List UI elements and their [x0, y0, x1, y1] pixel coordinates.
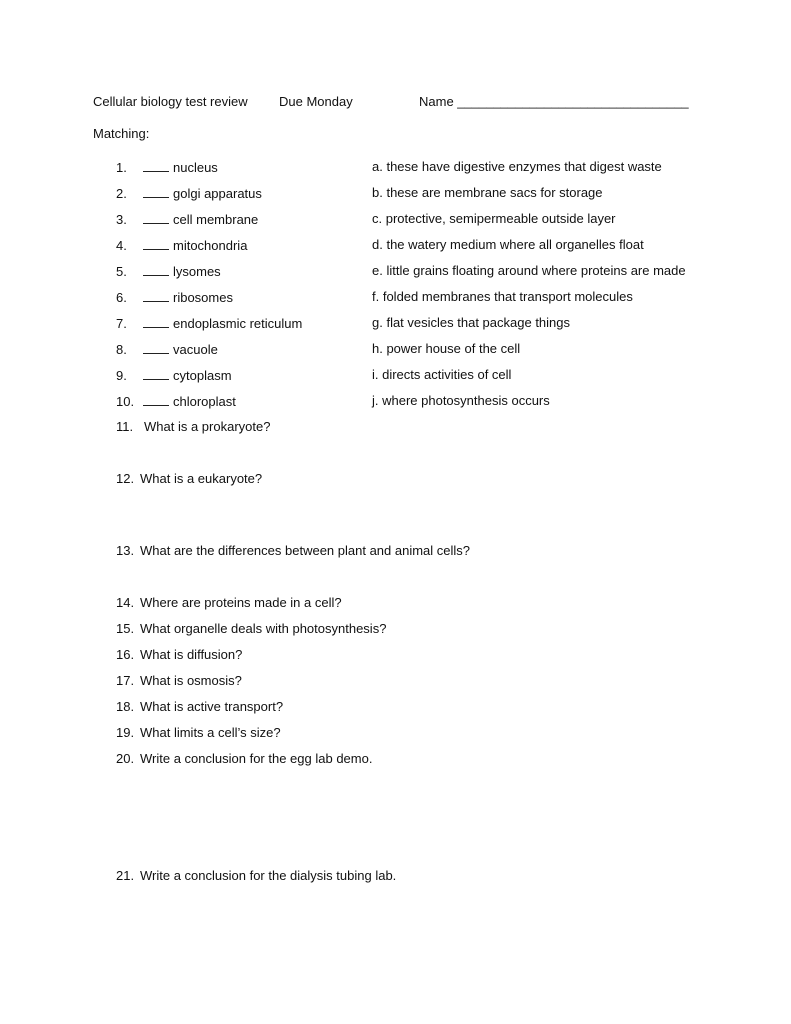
question-text: What limits a cell’s size?	[140, 725, 281, 740]
question-number: 13.	[116, 543, 135, 558]
question-item	[116, 621, 386, 637]
question-item	[116, 868, 396, 884]
term-row	[116, 367, 232, 384]
term-label: nucleus	[173, 160, 218, 175]
question-item	[116, 419, 270, 435]
question-item	[116, 725, 281, 741]
question-number: 21.	[116, 868, 135, 883]
term-number: 10.	[116, 394, 135, 409]
term-number: 1.	[116, 160, 127, 175]
due-date: Due Monday	[279, 94, 353, 109]
term-number: 7.	[116, 316, 127, 331]
question-number: 15.	[116, 621, 135, 636]
question-number: 17.	[116, 673, 135, 688]
question-text: What is a prokaryote?	[144, 419, 271, 434]
term-label: lysomes	[173, 264, 221, 279]
question-item	[116, 699, 283, 715]
term-label: ribosomes	[173, 290, 233, 305]
answer-blank	[143, 393, 169, 406]
question-number: 18.	[116, 699, 135, 714]
term-number: 5.	[116, 264, 127, 279]
term-row	[116, 263, 221, 280]
question-number: 11.	[116, 419, 134, 434]
term-row	[116, 237, 247, 254]
worksheet-title: Cellular biology test review	[93, 94, 248, 109]
name-field: Name ________________________________	[419, 94, 689, 109]
definition-item: c. protective, semipermeable outside layer	[372, 211, 616, 226]
term-label: cytoplasm	[173, 368, 232, 383]
question-number: 14.	[116, 595, 135, 610]
definition-item: a. these have digestive enzymes that digest waste	[372, 159, 662, 174]
question-text: Write a conclusion for the dialysis tubing lab.	[140, 868, 397, 883]
term-row	[116, 185, 262, 202]
answer-blank	[143, 341, 169, 354]
term-row	[116, 315, 302, 332]
term-number: 4.	[116, 238, 127, 253]
definition-item: b. these are membrane sacs for storage	[372, 185, 603, 200]
question-number: 20.	[116, 751, 135, 766]
answer-blank	[143, 263, 169, 276]
term-row	[116, 211, 258, 228]
answer-blank	[143, 211, 169, 224]
answer-blank	[143, 367, 169, 380]
term-number: 3.	[116, 212, 127, 227]
term-row	[116, 393, 236, 410]
answer-blank	[143, 289, 169, 302]
term-row	[116, 289, 233, 306]
question-text: What is active transport?	[140, 699, 284, 714]
definition-item: f. folded membranes that transport molecules	[372, 289, 633, 304]
question-text: Write a conclusion for the egg lab demo.	[140, 751, 373, 766]
term-label: golgi apparatus	[173, 186, 262, 201]
question-text: What is diffusion?	[140, 647, 243, 662]
term-label: endoplasmic reticulum	[173, 316, 303, 331]
term-label: cell membrane	[173, 212, 259, 227]
question-text: Where are proteins made in a cell?	[140, 595, 342, 610]
answer-blank	[143, 185, 169, 198]
question-number: 19.	[116, 725, 135, 740]
term-label: vacuole	[173, 342, 218, 357]
answer-blank	[143, 237, 169, 250]
question-item	[116, 673, 242, 689]
question-item	[116, 751, 372, 767]
answer-blank	[143, 315, 169, 328]
question-item	[116, 595, 342, 611]
definition-item: j. where photosynthesis occurs	[372, 393, 550, 408]
question-text: What is a eukaryote?	[140, 471, 263, 486]
question-item	[116, 647, 242, 663]
term-row	[116, 159, 218, 176]
question-item	[116, 543, 470, 559]
term-number: 2.	[116, 186, 127, 201]
definition-item: i. directs activities of cell	[372, 367, 512, 382]
answer-blank	[143, 159, 169, 172]
question-number: 12.	[116, 471, 135, 486]
question-number: 16.	[116, 647, 135, 662]
question-item	[116, 471, 262, 487]
term-label: mitochondria	[173, 238, 248, 253]
question-text: What are the differences between plant and animal cells?	[140, 543, 471, 558]
term-number: 8.	[116, 342, 127, 357]
matching-heading: Matching:	[93, 126, 150, 141]
definition-item: e. little grains floating around where proteins are made	[372, 263, 686, 278]
term-row	[116, 341, 218, 358]
definition-item: g. flat vesicles that package things	[372, 315, 571, 330]
term-number: 6.	[116, 290, 127, 305]
question-text: What organelle deals with photosynthesis?	[140, 621, 387, 636]
question-text: What is osmosis?	[140, 673, 242, 688]
term-label: chloroplast	[173, 394, 236, 409]
term-number: 9.	[116, 368, 127, 383]
definition-item: d. the watery medium where all organelles float	[372, 237, 644, 252]
definition-item: h. power house of the cell	[372, 341, 521, 356]
